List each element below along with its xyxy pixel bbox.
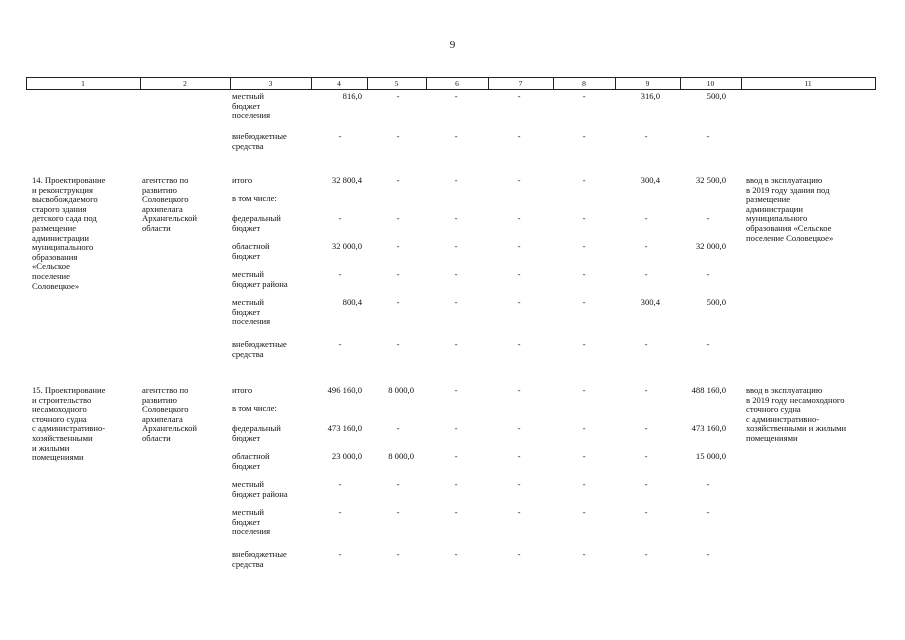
funding-source: местный бюджет поселения [232,297,271,327]
item-15-dash: - [644,451,648,461]
item-14-dash: - [454,297,458,307]
item-15-dash: - [706,549,710,559]
item-14-dash: - [396,297,400,307]
item-14-dash: - [396,269,400,279]
item-14-dash: - [582,297,586,307]
item-15-dash: - [644,385,648,395]
item-15-dash: - [706,479,710,489]
item-15-dash: - [454,423,458,433]
funding-source: итого [232,385,253,395]
header-cell: 10 [706,79,715,88]
item-15-dash: - [338,549,342,559]
item-14-dash: - [517,241,521,251]
expected-result: ввод в эксплуатацию в 2019 году несамоходного сточного судна с административно- хозяйственными и жилыми помещениями [746,385,847,443]
continuation-dash: - [582,91,586,101]
continuation-dash: - [454,131,458,141]
item-14-dash: - [644,269,648,279]
funding-source: федеральный бюджет [232,423,281,443]
item-15-dash: - [396,507,400,517]
item-14-dash: - [338,339,342,349]
funding-source: местный бюджет поселения [232,507,271,537]
funding-source: итого [232,175,253,185]
executor: агентство по развитию Соловецкого архипелага Архангельской области [142,175,197,233]
item-15-dash: - [396,479,400,489]
item-14-dash: - [396,339,400,349]
item-14-dash: - [582,339,586,349]
continuation-value: 316,0 [640,91,660,101]
continuation-dash: - [338,131,342,141]
item-15-dash: - [582,507,586,517]
item-14-value: 32 800,4 [331,175,362,185]
item-15-value: 15 000,0 [695,451,726,461]
item-15-dash: - [454,479,458,489]
item-14-dash: - [644,213,648,223]
item-15-value: 473 160,0 [327,423,362,433]
continuation-value: 500,0 [706,91,726,101]
header-cell: 6 [455,79,459,88]
item-15-dash: - [706,507,710,517]
item-14-dash: - [644,241,648,251]
item-14-dash: - [706,213,710,223]
item-15-dash: - [454,385,458,395]
item-14-dash: - [517,213,521,223]
funding-source: в том числе: [232,193,277,203]
item-14-dash: - [517,297,521,307]
item-14-value: 32 000,0 [331,241,362,251]
continuation-dash: - [517,91,521,101]
item-14-dash: - [582,213,586,223]
funding-source: в том числе: [232,403,277,413]
item-15-value: 496 160,0 [327,385,362,395]
item-15-dash: - [582,451,586,461]
header-cell: 1 [81,79,85,88]
item-14-value: 800,4 [342,297,362,307]
item-15-dash: - [396,423,400,433]
header-cell: 8 [582,79,586,88]
funding-source: внебюджетные средства [232,131,287,151]
item-15-dash: - [582,479,586,489]
item-14-dash: - [454,175,458,185]
item-14-dash: - [706,339,710,349]
item-14-dash: - [517,339,521,349]
item-15-dash: - [517,507,521,517]
header-column-divider [875,77,876,90]
header-cell: 4 [337,79,341,88]
item-15-value: 8 000,0 [388,451,414,461]
item-15-dash: - [454,507,458,517]
item-14-dash: - [706,269,710,279]
item-15-dash: - [582,385,586,395]
item-14-dash: - [338,213,342,223]
item-14-dash: - [454,213,458,223]
measure-name: 15. Проектирование и строительство несамоходного сточного судна с административно- хозяйственными и жилыми помещениями [32,385,106,463]
item-14-dash: - [396,175,400,185]
funding-source: местный бюджет поселения [232,91,271,121]
continuation-dash: - [396,131,400,141]
continuation-dash: - [454,91,458,101]
item-15-dash: - [517,423,521,433]
item-14-dash: - [338,269,342,279]
expected-result: ввод в эксплуатацию в 2019 году здания под размещение администрации муниципального образования «Сельское поселение Соловецкое» [746,175,834,243]
item-14-value: 500,0 [706,297,726,307]
item-14-dash: - [644,339,648,349]
measure-name: 14. Проектирование и реконструкция высвобождаемого старого здания детского сада под размещение администрации муниципального образования «Сельское поселение Соловецкое» [32,175,106,291]
item-15-dash: - [517,549,521,559]
item-15-dash: - [517,385,521,395]
header-cell: 2 [183,79,187,88]
item-14-dash: - [582,241,586,251]
item-15-dash: - [582,549,586,559]
item-15-dash: - [644,479,648,489]
header-cell: 5 [394,79,399,88]
item-15-dash: - [517,451,521,461]
item-14-dash: - [454,339,458,349]
header-top-border [26,77,875,78]
item-14-value: 32 000,0 [695,241,726,251]
item-14-value: 32 500,0 [695,175,726,185]
item-15-value: 473 160,0 [691,423,726,433]
page-number: 9 [449,39,456,51]
continuation-dash: - [644,131,648,141]
item-15-dash: - [644,423,648,433]
header-cell: 3 [268,79,273,88]
item-14-dash: - [396,213,400,223]
funding-source: федеральный бюджет [232,213,281,233]
header-bottom-border [26,89,875,90]
item-14-dash: - [454,269,458,279]
funding-source: местный бюджет района [232,479,288,499]
item-14-value: 300,4 [640,175,660,185]
item-15-value: 8 000,0 [388,385,414,395]
funding-source: внебюджетные средства [232,549,287,569]
item-15-dash: - [338,479,342,489]
item-15-dash: - [396,549,400,559]
continuation-dash: - [396,91,400,101]
item-14-dash: - [517,269,521,279]
item-15-dash: - [517,479,521,489]
item-15-dash: - [338,507,342,517]
funding-source: областной бюджет [232,241,270,261]
item-14-dash: - [582,269,586,279]
item-14-dash: - [454,241,458,251]
header-cell: 11 [804,79,812,88]
continuation-dash: - [517,131,521,141]
executor: агентство по развитию Соловецкого архипелага Архангельской области [142,385,197,443]
item-14-dash: - [517,175,521,185]
header-cell: 7 [518,79,523,88]
continuation-dash: - [706,131,710,141]
item-15-dash: - [454,451,458,461]
funding-source: областной бюджет [232,451,270,471]
funding-source: местный бюджет района [232,269,288,289]
item-14-dash: - [396,241,400,251]
continuation-value: 816,0 [342,91,362,101]
funding-source: внебюджетные средства [232,339,287,359]
item-15-value: 488 160,0 [691,385,726,395]
item-15-dash: - [644,507,648,517]
item-15-dash: - [582,423,586,433]
item-15-dash: - [454,549,458,559]
header-cell: 9 [645,79,650,88]
item-14-dash: - [582,175,586,185]
item-14-value: 300,4 [640,297,660,307]
continuation-dash: - [582,131,586,141]
item-15-value: 23 000,0 [331,451,362,461]
item-15-dash: - [644,549,648,559]
